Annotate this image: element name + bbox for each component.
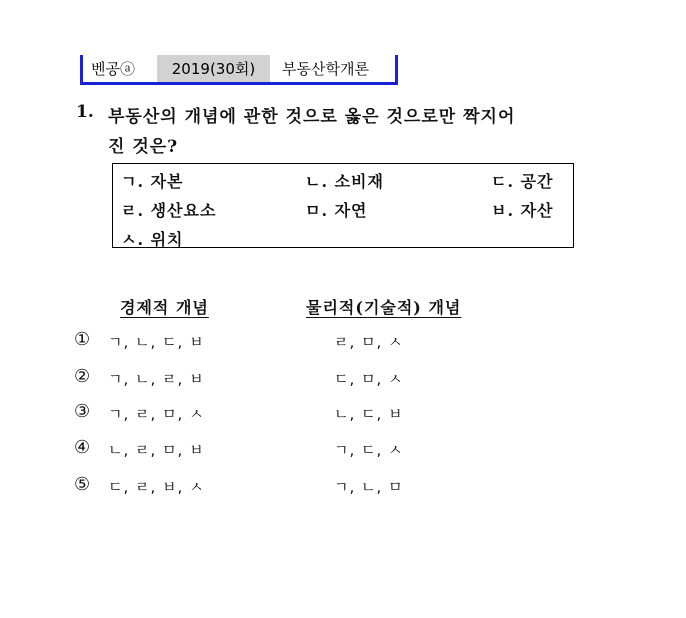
header-subject: 부동산학개론 — [282, 60, 369, 78]
header-year: 2019(30회) — [157, 55, 270, 82]
answer-choice-5[interactable] — [74, 474, 494, 498]
option-item: ㅂ. 자산 — [491, 201, 554, 220]
choice-physical: ㄱ, ㄷ, ㅅ — [334, 441, 404, 459]
choice-physical: ㄱ, ㄴ, ㅁ — [334, 478, 404, 496]
choice-physical: ㄴ, ㄷ, ㅂ — [334, 405, 404, 423]
choice-number: ③ — [74, 401, 91, 422]
choice-number: ⑤ — [74, 474, 91, 495]
source-header — [80, 55, 398, 85]
question-text-line1: 부동산의 개념에 관한 것으로 옳은 것으로만 짝지어 — [108, 107, 516, 127]
column-header-economic: 경제적 개념 — [120, 298, 209, 317]
choice-physical: ㄷ, ㅁ, ㅅ — [334, 370, 404, 388]
option-item: ㄷ. 공간 — [491, 172, 554, 191]
answer-choice-2[interactable] — [74, 366, 494, 390]
choice-number: ① — [74, 329, 91, 350]
option-item: ㅅ. 위치 — [121, 230, 184, 249]
answer-choice-3[interactable] — [74, 401, 494, 425]
option-item: ㄹ. 생산요소 — [121, 201, 217, 220]
choice-economic: ㄴ, ㄹ, ㅁ, ㅂ — [108, 441, 205, 459]
choice-physical: ㄹ, ㅁ, ㅅ — [334, 333, 404, 351]
answer-choice-4[interactable] — [74, 437, 494, 461]
choice-number: ② — [74, 366, 91, 387]
choice-economic: ㄷ, ㄹ, ㅂ, ㅅ — [108, 478, 205, 496]
option-item: ㅁ. 자연 — [305, 201, 368, 220]
choice-economic: ㄱ, ㄴ, ㄷ, ㅂ — [108, 333, 205, 351]
option-item: ㄴ. 소비재 — [305, 172, 384, 191]
column-header-physical: 물리적(기술적) 개념 — [306, 298, 462, 317]
choice-number: ④ — [74, 437, 91, 458]
option-item: ㄱ. 자본 — [121, 172, 184, 191]
choice-economic: ㄱ, ㄹ, ㅁ, ㅅ — [108, 405, 205, 423]
question-number: 1. — [76, 102, 94, 122]
answer-choice-1[interactable] — [74, 329, 494, 353]
question-text-line2: 진 것은? — [108, 137, 179, 157]
choice-economic: ㄱ, ㄴ, ㄹ, ㅂ — [108, 370, 205, 388]
header-source: 벤공ⓐ — [91, 60, 135, 78]
